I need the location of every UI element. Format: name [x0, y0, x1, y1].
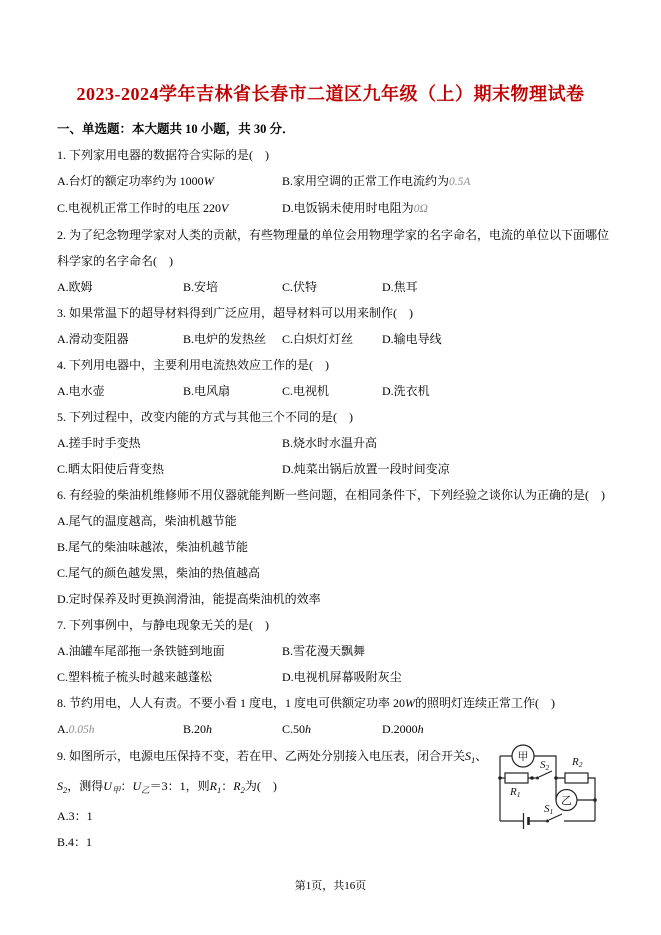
text-run: 伏特 — [293, 280, 318, 294]
text-run: 50 — [293, 722, 306, 736]
option — [282, 274, 382, 300]
option-label: B. — [282, 644, 294, 658]
text-run: 3：1 — [68, 809, 93, 823]
option — [57, 456, 282, 482]
text-run: 2. 为了纪念物理学家对人类的贡献，有些物理量的单位会用物理学家的名字命名，电流的单位以下面哪位 — [57, 228, 610, 242]
option-label: B. — [183, 384, 195, 398]
option — [382, 378, 611, 404]
node-left — [498, 776, 502, 780]
option — [282, 664, 611, 690]
page-footer: 第1页，共16页 — [294, 880, 367, 892]
text-run: 电视机正常工作时的电压 220 — [68, 201, 222, 215]
question-stem-line — [57, 404, 611, 430]
text-run: 炖菜出锅后放置一段时间变凉 — [293, 462, 450, 476]
option-label: A. — [57, 280, 69, 294]
option — [57, 664, 282, 690]
text-run: 、 — [475, 749, 488, 763]
option — [382, 274, 611, 300]
option — [282, 638, 611, 664]
text-run: 2000 — [393, 722, 418, 736]
option-label: A. — [57, 332, 69, 346]
text-run: 家用空调的正常工作电流约为 — [293, 174, 450, 188]
text-run: 4. 下列用电器中，主要利用电流热效应工作的是( ) — [57, 358, 329, 372]
text-run: 尾气的柴油味越浓，柴油机越节能 — [68, 540, 249, 554]
text-run: 6. 有经验的柴油机维修师不用仪器就能判断一些问题，在相同条件下，下列经验之谈你认为正确的是( ) — [57, 488, 605, 502]
question — [57, 142, 611, 222]
option — [57, 586, 611, 612]
text-run: 9. 如图所示，电源电压保持不变，若在甲、乙两处分别接入电压表，闭合开关 — [57, 749, 466, 763]
option-label: A. — [57, 436, 69, 450]
text-run: 1. 下列家用电器的数据符合实际的是( ) — [57, 148, 269, 162]
text-run: h — [206, 722, 213, 736]
text-run: 4：1 — [68, 835, 93, 849]
option-row — [57, 168, 611, 222]
option-label: C. — [57, 566, 69, 580]
text-run: R — [209, 779, 218, 793]
question — [57, 612, 611, 690]
text-run: 20 — [194, 722, 207, 736]
option-label: D. — [382, 280, 394, 294]
question — [57, 222, 611, 300]
option — [57, 168, 282, 195]
option-row — [57, 326, 611, 352]
option — [57, 195, 282, 222]
text-run: U — [103, 779, 112, 793]
label-r1: R1 — [510, 786, 521, 799]
text-run: 1 — [471, 755, 476, 765]
option-label: A. — [57, 174, 69, 188]
section-heading: 一、单选题：本大题共 10 小题，共 30 分． — [57, 122, 295, 136]
question-stem-line — [57, 690, 611, 716]
text-run: 塑料梳子梳头时越来越蓬松 — [68, 670, 213, 684]
text-run: 雪花漫天飘舞 — [293, 644, 366, 658]
option-label: D. — [382, 332, 394, 346]
question — [57, 300, 611, 352]
circuit-diagram — [492, 740, 604, 838]
text-run: 输电导线 — [393, 332, 442, 346]
option — [57, 534, 611, 560]
text-run: h — [305, 722, 312, 736]
option-row — [57, 716, 611, 743]
text-run: 电饭锅未使用时电阻为 — [293, 201, 414, 215]
option — [382, 326, 611, 352]
option — [382, 716, 611, 743]
option — [57, 508, 611, 534]
option-label: C. — [282, 280, 294, 294]
text-run: 烧水时水温升高 — [293, 436, 378, 450]
voltmeter-yi-label: 乙 — [561, 795, 572, 807]
voltmeter-jia-label: 甲 — [517, 751, 529, 763]
text-run: R — [233, 779, 241, 793]
option-label: B. — [282, 436, 294, 450]
question — [57, 482, 611, 612]
text-run: 台灯的额定功率约为 1000 — [68, 174, 204, 188]
option — [282, 456, 611, 482]
question-stem-line — [57, 352, 611, 378]
option — [57, 378, 183, 404]
text-run: 0.5A — [449, 176, 471, 188]
text-run: 科学家的名字命名( ) — [57, 254, 173, 268]
option — [57, 716, 183, 743]
question-stem-line — [57, 142, 611, 168]
option-label: D. — [382, 722, 394, 736]
text-run: 安培 — [194, 280, 219, 294]
question — [57, 690, 611, 743]
text-run: 电视机屏幕吸附灰尘 — [293, 670, 402, 684]
node-after-r1 — [530, 776, 534, 780]
option-label: D. — [282, 201, 294, 215]
option-label: D. — [382, 384, 394, 398]
option — [282, 168, 611, 195]
text-run: U — [132, 779, 142, 793]
option-label: D. — [282, 670, 294, 684]
text-run: 0Ω — [413, 203, 428, 215]
option-label: A. — [57, 644, 69, 658]
option-label: B. — [183, 332, 195, 346]
switch-s1-pivot — [546, 820, 549, 823]
text-run: 8. 节约用电，人人有责。不要小看 1 度电，1 度电可供额定功率 20 — [57, 696, 406, 710]
option-row — [57, 638, 611, 690]
text-run: 油罐车尾部拖一条铁链到地面 — [68, 644, 225, 658]
option — [57, 326, 183, 352]
text-run: 的照明灯连续正常工作( ) — [415, 696, 556, 710]
text-run: 电炉的发热丝 — [194, 332, 267, 346]
text-run: 定时保养及时更换润滑油，能提高柴油机的效率 — [68, 592, 321, 606]
text-run: 5. 下列过程中，改变内能的方式与其他三个不同的是( ) — [57, 410, 353, 424]
option — [282, 195, 611, 222]
option-label: A. — [57, 809, 69, 823]
option-label: B. — [57, 540, 69, 554]
option-label: A. — [57, 384, 69, 398]
option — [183, 274, 282, 300]
option-row — [57, 378, 611, 404]
node-right — [593, 798, 597, 802]
option-label: B. — [183, 722, 195, 736]
text-run: 2 — [63, 785, 68, 795]
option — [282, 326, 382, 352]
text-run: 电水壶 — [68, 384, 105, 398]
option-label: C. — [57, 462, 69, 476]
option-label: B. — [282, 174, 294, 188]
label-s2: S2 — [540, 759, 550, 772]
option — [57, 430, 282, 456]
label-r2: R2 — [572, 756, 583, 769]
text-run: 1 — [217, 785, 222, 795]
option-label: A. — [57, 514, 69, 528]
option-label: A. — [57, 722, 69, 736]
text-run: 7. 下列事例中，与静电现象无关的是( ) — [57, 618, 269, 632]
text-run: 电视机 — [293, 384, 330, 398]
text-run: 乙 — [141, 785, 150, 795]
option — [282, 378, 382, 404]
text-run: W — [203, 174, 214, 188]
option-label: D. — [282, 462, 294, 476]
text-run: 滑动变阻器 — [68, 332, 129, 346]
resistor-r2 — [565, 773, 588, 783]
text-run: ： — [221, 779, 234, 793]
text-run: 为( ) — [244, 779, 277, 793]
text-run: 0.05h — [68, 724, 95, 736]
text-run: h — [417, 722, 424, 736]
text-run: 焦耳 — [393, 280, 418, 294]
text-run: 洗衣机 — [393, 384, 430, 398]
question — [57, 404, 611, 482]
text-run: V — [221, 201, 229, 215]
question-stem-line — [57, 612, 611, 638]
label-s1: S1 — [544, 803, 554, 816]
page-title: 2023-2024学年吉林省长春市二道区九年级（上）期末物理试卷 — [76, 84, 585, 104]
option-label: B. — [57, 835, 69, 849]
text-run: ： — [120, 779, 133, 793]
text-run: 电风扇 — [194, 384, 231, 398]
option — [57, 274, 183, 300]
text-run: 搓手时手变热 — [68, 436, 141, 450]
option-label: C. — [57, 201, 69, 215]
option-row — [57, 274, 611, 300]
option-label: C. — [282, 384, 294, 398]
text-run: 甲 — [111, 785, 121, 795]
node-junction — [554, 776, 558, 780]
text-run: 白炽灯灯丝 — [293, 332, 354, 346]
option-label: C. — [282, 722, 294, 736]
option — [282, 716, 382, 743]
question-stem-line — [57, 248, 611, 274]
resistor-r1 — [505, 773, 528, 783]
option — [183, 716, 282, 743]
text-run: S — [465, 749, 472, 763]
text-run: 3. 如果常温下的超导材料得到广泛应用，超导材料可以用来制作( ) — [57, 306, 413, 320]
text-run: ，测得 — [67, 779, 104, 793]
text-run: 2 — [240, 785, 245, 795]
switch-s2-pivot — [536, 777, 539, 780]
option-label: D. — [57, 592, 69, 606]
text-run: 欧姆 — [68, 280, 93, 294]
text-run: 尾气的温度越高，柴油机越节能 — [68, 514, 237, 528]
text-run: 晒太阳使后背变热 — [68, 462, 165, 476]
option-label: C. — [57, 670, 69, 684]
option — [57, 638, 282, 664]
text-run: W — [405, 696, 416, 710]
option — [282, 430, 611, 456]
option — [183, 326, 282, 352]
text-run: ＝3：1，则 — [149, 779, 210, 793]
option-label: C. — [282, 332, 294, 346]
text-run: 尾气的颜色越发黑，柴油的热值越高 — [68, 566, 261, 580]
option-row — [57, 430, 611, 482]
question-stem-line — [57, 300, 611, 326]
option — [57, 560, 611, 586]
question-stem-line — [57, 222, 611, 248]
text-run: S — [57, 779, 63, 793]
question — [57, 352, 611, 404]
circuit-figure — [492, 740, 604, 838]
option — [183, 378, 282, 404]
option-label: B. — [183, 280, 195, 294]
question-stem-line — [57, 482, 611, 508]
